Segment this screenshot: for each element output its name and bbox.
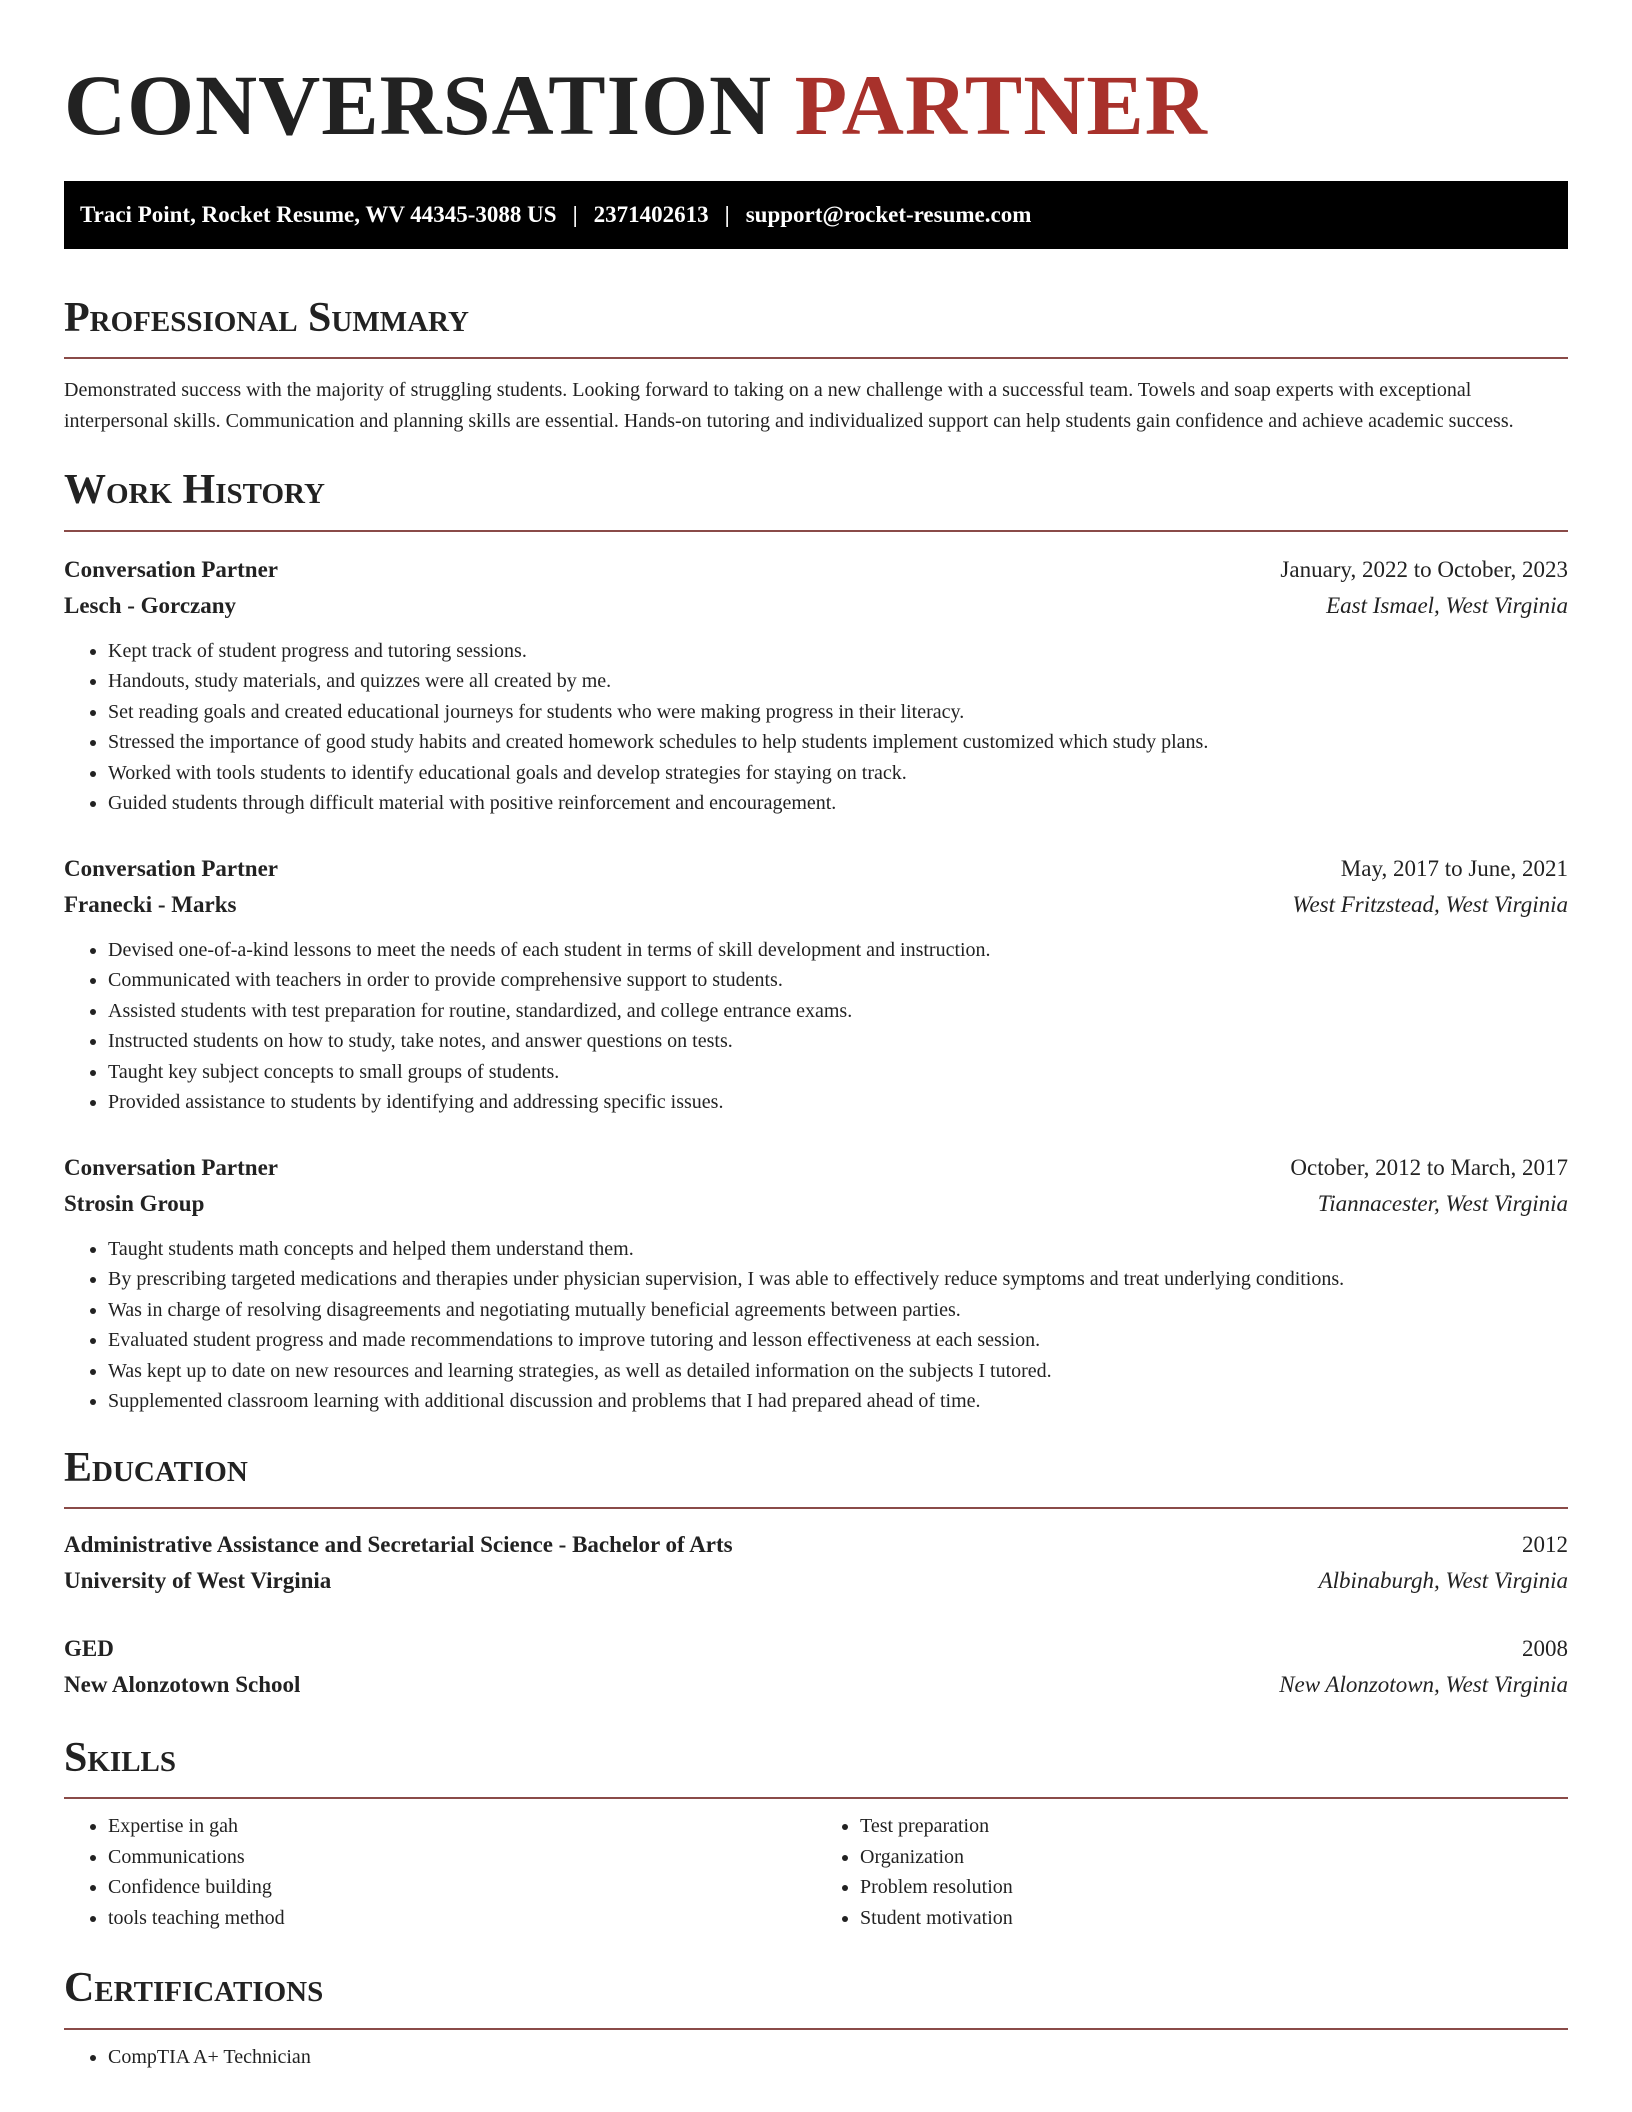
list-item: • Was in charge of resolving disagreements and negotiating mutually beneficial agreements between parties. <box>108 1295 1568 1326</box>
work-history-heading: Work History <box>64 467 325 514</box>
education-entry <box>64 1631 1568 1703</box>
certifications-list <box>64 2042 1568 2073</box>
list-item: • Was kept up to date on new resources and learning strategies, as well as detailed information on the subjects I tutored. <box>108 1356 1568 1387</box>
title-part-1: CONVERSATION <box>64 57 773 153</box>
list-item: • Test preparation <box>860 1811 1568 1842</box>
summary-section <box>64 293 1568 437</box>
contact-email[interactable]: support@rocket-resume.com <box>745 201 1032 227</box>
list-item: • Guided students through difficult material with positive reinforcement and encouragement. <box>108 788 1568 819</box>
list-item: • Problem resolution <box>860 1872 1568 1903</box>
certifications-section <box>64 1963 1568 2072</box>
list-item: • Supplemented classroom learning with additional discussion and problems that I had prepared ahead of time. <box>108 1386 1568 1417</box>
job-location: East Ismael, West Virginia <box>1326 592 1568 618</box>
job-title: Conversation Partner <box>64 556 278 582</box>
skills-list-right <box>816 1811 1568 1933</box>
contact-separator: | <box>572 201 578 227</box>
education-school-row <box>64 1563 1568 1599</box>
certifications-heading: Certifications <box>64 1965 324 2012</box>
section-divider <box>64 1507 1568 1509</box>
job-title: Conversation Partner <box>64 855 278 881</box>
section-divider <box>64 2028 1568 2030</box>
job-dates: October, 2012 to March, 2017 <box>1290 1154 1568 1180</box>
section-divider <box>64 530 1568 532</box>
contact-address: Traci Point, Rocket Resume, WV 44345-3088 US <box>80 201 557 227</box>
summary-text: Demonstrated success with the majority of struggling students. Looking forward to taking on a new challenge with a successful team. Towels and soap experts with exceptional interpersonal skills. Communication and planning skills are essential. Hands-on tutoring and individualized support can help students gain confidence and achieve academic success. <box>64 379 1514 433</box>
education-school-row <box>64 1667 1568 1703</box>
education-header-row <box>64 1527 1568 1563</box>
title-part-2: PARTNER <box>794 57 1208 153</box>
job-entry <box>64 851 1568 1118</box>
list-item: • Provided assistance to students by identifying and addressing specific issues. <box>108 1087 1568 1118</box>
job-bullets <box>64 1234 1568 1417</box>
list-item: • Taught key subject concepts to small groups of students. <box>108 1057 1568 1088</box>
list-item: • Set reading goals and created educational journeys for students who were making progress in their literacy. <box>108 697 1568 728</box>
contact-phone[interactable]: 2371402613 <box>593 201 709 227</box>
education-degree: GED <box>64 1636 114 1662</box>
job-location: Tiannacester, West Virginia <box>1317 1190 1568 1216</box>
education-header-row <box>64 1631 1568 1667</box>
list-item: • By prescribing targeted medications and therapies under physician supervision, I was able to effectively reduce symptoms and treat underlying conditions. <box>108 1264 1568 1295</box>
job-header-row <box>64 851 1568 887</box>
job-company-row <box>64 887 1568 923</box>
list-item: • Devised one-of-a-kind lessons to meet the needs of each student in terms of skill development and instruction. <box>108 935 1568 966</box>
skills-section <box>64 1733 1568 1933</box>
job-header-row <box>64 552 1568 588</box>
contact-bar <box>64 181 1568 249</box>
education-school: New Alonzotown School <box>64 1672 301 1698</box>
job-bullets <box>64 636 1568 819</box>
education-heading: Education <box>64 1444 248 1491</box>
skills-list-left <box>64 1811 816 1933</box>
job-dates: January, 2022 to October, 2023 <box>1280 556 1568 582</box>
education-location: New Alonzotown, West Virginia <box>1279 1672 1568 1698</box>
job-title: Conversation Partner <box>64 1154 278 1180</box>
list-item: • Confidence building <box>108 1872 816 1903</box>
education-section <box>64 1443 1568 1703</box>
list-item: • Stressed the importance of good study habits and created homework schedules to help students implement customized which study plans. <box>108 727 1568 758</box>
job-company-row <box>64 1186 1568 1222</box>
list-item: • Instructed students on how to study, take notes, and answer questions on tests. <box>108 1026 1568 1057</box>
list-item: • Assisted students with test preparation for routine, standardized, and college entrance exams. <box>108 996 1568 1027</box>
skills-grid <box>64 1799 1568 1933</box>
list-item: • Expertise in gah <box>108 1811 816 1842</box>
job-company: Franecki - Marks <box>64 891 237 917</box>
job-dates: May, 2017 to June, 2021 <box>1340 855 1568 881</box>
page-title <box>64 0 1568 155</box>
skills-heading: Skills <box>64 1735 177 1782</box>
list-item: • Taught students math concepts and helped them understand them. <box>108 1234 1568 1265</box>
list-item: • CompTIA A+ Technician <box>108 2042 1568 2073</box>
list-item: • Worked with tools students to identify educational goals and develop strategies for staying on track. <box>108 758 1568 789</box>
education-year: 2008 <box>1522 1636 1568 1662</box>
education-entry <box>64 1527 1568 1599</box>
job-company: Strosin Group <box>64 1190 205 1216</box>
job-header-row <box>64 1150 1568 1186</box>
section-divider <box>64 357 1568 359</box>
education-degree: Administrative Assistance and Secretarial Science - Bachelor of Arts <box>64 1532 733 1558</box>
job-location: West Fritzstead, West Virginia <box>1292 891 1568 917</box>
list-item: • Communications <box>108 1842 816 1873</box>
summary-heading: Professional Summary <box>64 294 469 341</box>
list-item: • tools teaching method <box>108 1903 816 1934</box>
contact-separator: | <box>724 201 730 227</box>
list-item: • Communicated with teachers in order to provide comprehensive support to students. <box>108 965 1568 996</box>
education-year: 2012 <box>1522 1532 1568 1558</box>
list-item: • Student motivation <box>860 1903 1568 1934</box>
list-item: • Evaluated student progress and made recommendations to improve tutoring and lesson effectiveness at each session. <box>108 1325 1568 1356</box>
list-item: • Kept track of student progress and tutoring sessions. <box>108 636 1568 667</box>
list-item: • Organization <box>860 1842 1568 1873</box>
education-school: University of West Virginia <box>64 1568 332 1594</box>
job-bullets <box>64 935 1568 1118</box>
list-item: • Handouts, study materials, and quizzes were all created by me. <box>108 666 1568 697</box>
job-entry <box>64 552 1568 819</box>
education-location: Albinaburgh, West Virginia <box>1318 1568 1568 1594</box>
work-history-section <box>64 465 1568 1416</box>
job-company-row <box>64 588 1568 624</box>
job-entry <box>64 1150 1568 1417</box>
job-company: Lesch - Gorczany <box>64 592 237 618</box>
